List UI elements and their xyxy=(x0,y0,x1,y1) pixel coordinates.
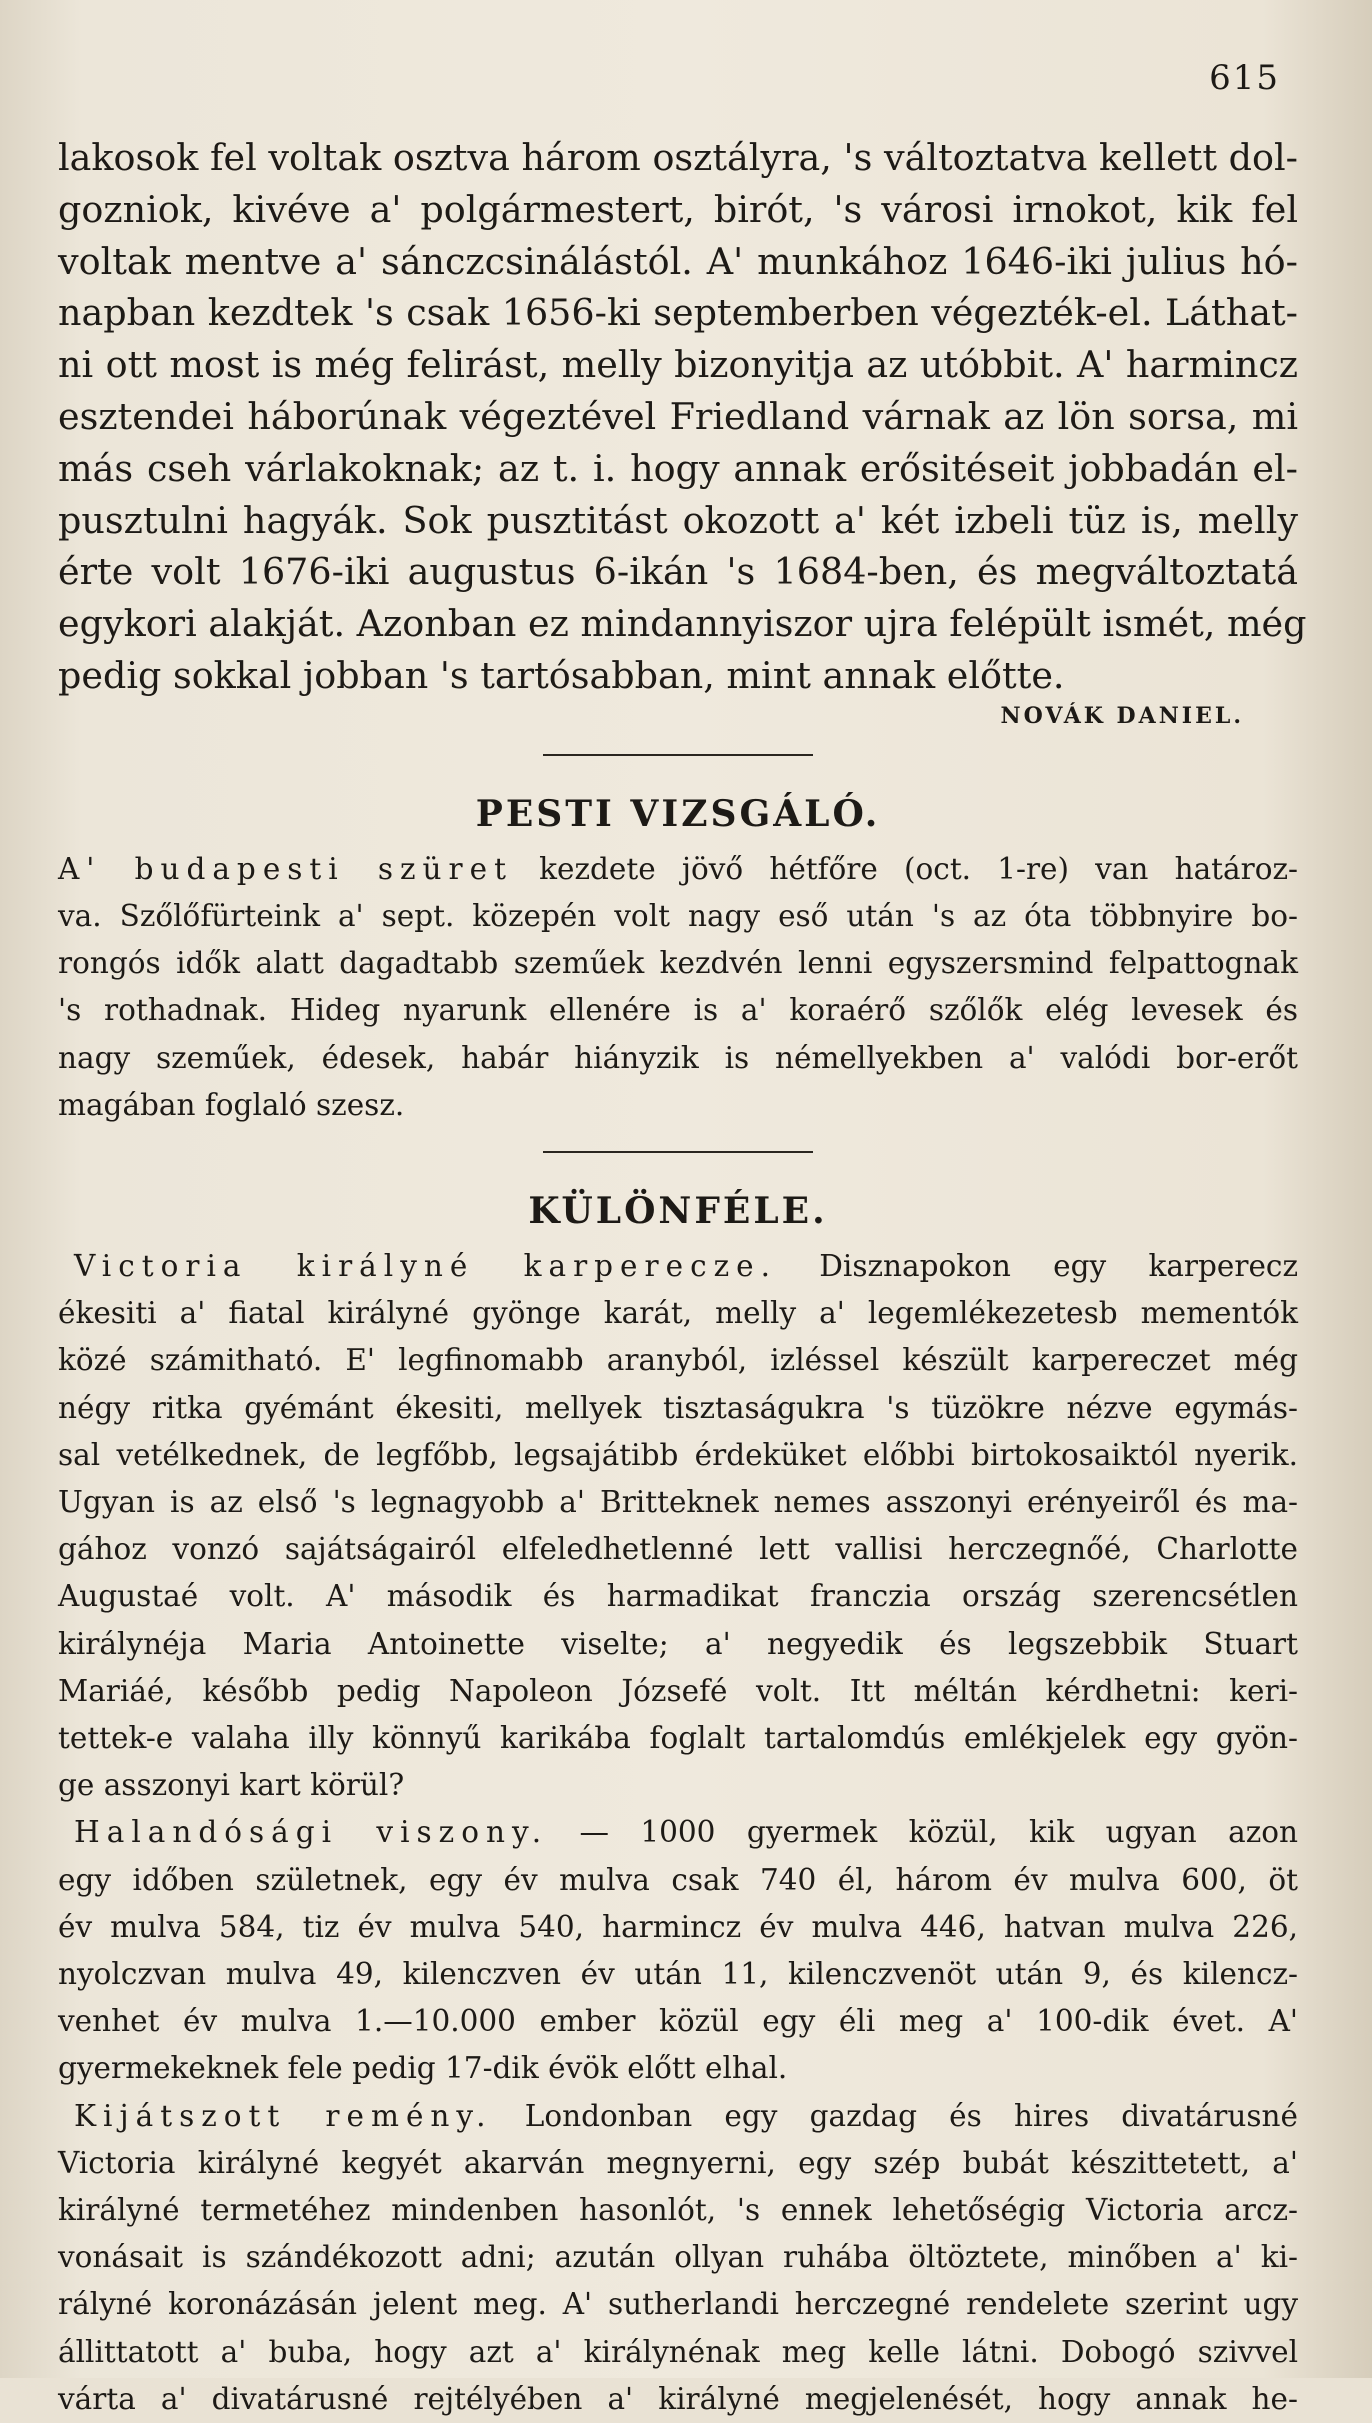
spaced-heading: Kijátszott remény. xyxy=(74,2098,493,2133)
line-text: Mariáé, később pedig Napoleon Józsefé volt. Itt méltán kérdhetni: keri- xyxy=(58,1673,1298,1708)
text-line xyxy=(58,1951,1298,1998)
text-line xyxy=(58,2093,1298,2140)
text-line xyxy=(58,1243,1298,1290)
text-line xyxy=(58,1337,1298,1384)
line-text: venhet év mulva 1.—10.000 ember közül egy éli meg a' 100-dik évet. A' xyxy=(58,2004,1298,2039)
line-text: ge asszonyi kart körül? xyxy=(58,1768,405,1803)
pesti-vizsgalo-body xyxy=(58,846,1298,1129)
text-line xyxy=(58,1573,1298,1620)
line-text: királyné termetéhez mindenben hasonlót, 's ennek lehetőségig Victoria arcz- xyxy=(58,2193,1298,2228)
text-line xyxy=(58,1904,1298,1951)
line-text: magában foglaló szesz. xyxy=(58,1087,405,1122)
line-text: közé számitható. E' legfinomabb aranyból, izléssel készült karpereczet még xyxy=(58,1343,1298,1378)
line-text: rályné koronázásán jelent meg. A' sutherlandi herczegné rendelete szerint ugy xyxy=(58,2287,1298,2322)
text-line xyxy=(58,2376,1298,2423)
text-line: ni ott most is még felirást, melly bizonyitja az utóbbit. A' harmincz xyxy=(58,343,1298,387)
author-signature: NOVÁK DANIEL. xyxy=(1000,702,1244,729)
line-text: gához vonzó sajátságairól elfeledhetlenné lett vallisi herczegnőé, Charlotte xyxy=(58,1532,1298,1567)
line-text: egy időben születnek, egy év mulva csak 740 él, három év mulva 600, öt xyxy=(58,1862,1298,1897)
line-text: királynéja Maria Antoinette viselte; a' negyedik és legszebbik Stuart xyxy=(58,1626,1298,1661)
text-line xyxy=(58,1290,1298,1337)
line-text: Augustaé volt. A' második és harmadikat franczia ország szerencsétlen xyxy=(58,1579,1298,1614)
line-text: tettek-e valaha illy könnyű karikába foglalt tartalomdús emlékjelek egy gyön- xyxy=(58,1721,1298,1756)
section-title-kulonfele: KÜLÖNFÉLE. xyxy=(528,1189,828,1232)
text-line xyxy=(58,1082,1298,1129)
text-line xyxy=(58,1526,1298,1573)
text-line xyxy=(58,2281,1298,2328)
spaced-heading: Victoria királyné karperecze. xyxy=(74,1248,777,1283)
text-column xyxy=(58,132,1307,2423)
text-line xyxy=(58,987,1298,1034)
line-text: ékesiti a' fiatal királyné gyönge karát, melly a' legemlékezetesb mementók xyxy=(58,1296,1298,1331)
text-line: voltak mentve a' sánczcsinálástól. A' munkához 1646-iki julius hó- xyxy=(58,239,1298,283)
text-line xyxy=(58,1621,1298,1668)
line-text: — 1000 gyermek közül, kik ugyan azon xyxy=(548,1815,1298,1850)
text-line xyxy=(58,893,1298,940)
section-divider xyxy=(543,754,813,756)
text-line xyxy=(58,1432,1298,1479)
text-line: esztendei háborúnak végeztével Friedland várnak az lön sorsa, mi xyxy=(58,394,1298,438)
spaced-heading: Halandósági viszony. xyxy=(74,1815,549,1850)
page-number: 615 xyxy=(1209,58,1280,98)
line-text: négy ritka gyémánt ékesiti, mellyek tisztaságukra 's tüzökre nézve egymás- xyxy=(58,1390,1298,1425)
text-line xyxy=(58,2045,1298,2092)
line-text: Londonban egy gazdag és hires divatárusné xyxy=(492,2098,1298,2133)
line-text: Disznapokon egy karperecz xyxy=(776,1248,1298,1283)
line-text: rongós idők alatt dagadtabb szeműek kezdvén lenni egyszersmind felpattognak xyxy=(58,946,1298,981)
line-text: va. Szőlőfürteink a' sept. közepén volt nagy eső után 's az óta többnyire bo- xyxy=(58,898,1298,933)
text-line: napban kezdtek 's csak 1656-ki septemberben végezték-el. Láthat- xyxy=(58,291,1298,335)
text-line: lakosok fel voltak osztva három osztályra, 's változtatva kellett dol- xyxy=(58,136,1298,179)
spaced-heading: A' budapesti szüret xyxy=(58,851,513,886)
lead-article xyxy=(58,132,1307,732)
text-line: pedig sokkal jobban 's tartósabban, mint annak előtte. xyxy=(58,653,1065,697)
line-text: vonásait is szándékozott adni; azután ollyan ruhába öltöztete, minőben a' ki- xyxy=(58,2240,1298,2275)
kulonfele-body xyxy=(58,1243,1298,2423)
line-text: Victoria királyné kegyét akarván megnyerni, egy szép bubát készittetett, a' xyxy=(58,2145,1298,2180)
line-text: Ugyan is az első 's legnagyobb a' Britteknek nemes asszonyi erényeiről és ma- xyxy=(58,1485,1298,1519)
text-line: pusztulni hagyák. Sok pusztitást okozott a' két izbeli tüz is, melly xyxy=(58,498,1298,542)
line-text: nyolczvan mulva 49, kilenczven év után 11, kilenczvenöt után 9, és kilencz- xyxy=(58,1957,1298,1992)
line-text: sal vetélkednek, de legfőbb, legsajátibb érdeküket előbbi birtokosaiktól nyerik. xyxy=(58,1437,1298,1472)
text-line xyxy=(58,2187,1298,2234)
line-text: kezdete jövő hétfőre (oct. 1-re) van határoz- xyxy=(512,851,1299,886)
line-text: nagy szeműek, édesek, habár hiányzik is némellyekben a' valódi bor-erőt xyxy=(58,1040,1298,1075)
text-line: érte volt 1676-iki augustus 6-ikán 's 1684-ben, és megváltoztatá xyxy=(58,550,1298,594)
text-line xyxy=(58,1998,1298,2045)
text-line: egykori alakját. Azonban ez mindannyiszor ujra felépült ismét, még xyxy=(58,602,1307,646)
text-line xyxy=(58,1385,1298,1432)
text-line xyxy=(58,1668,1298,1715)
text-line xyxy=(58,1479,1298,1526)
line-text: 's rothadnak. Hideg nyarunk ellenére is a' koraérő szőlők elég levesek és xyxy=(58,993,1298,1028)
text-line xyxy=(58,2329,1298,2376)
text-line xyxy=(58,846,1298,893)
line-text: gyermekeknek fele pedig 17-dik évök előtt elhal. xyxy=(58,2051,788,2086)
line-text: állittatott a' buba, hogy azt a' királynénak meg kelle látni. Dobogó szivvel xyxy=(58,2334,1298,2369)
text-line xyxy=(58,1715,1298,1762)
text-line: más cseh várlakoknak; az t. i. hogy annak erősitéseit jobbadán el- xyxy=(58,446,1298,490)
text-line: gozniok, kivéve a' polgármestert, birót, 's városi irnokot, kik fel xyxy=(58,187,1298,231)
text-line xyxy=(58,2234,1298,2281)
text-line xyxy=(58,940,1298,987)
text-line xyxy=(58,1035,1298,1082)
text-line xyxy=(58,1809,1298,1856)
text-line xyxy=(58,1857,1298,1904)
line-text: várta a' divatárusné rejtélyében a' királyné megjelenését, hogy annak he- xyxy=(58,2381,1298,2416)
line-text: év mulva 584, tiz év mulva 540, harmincz év mulva 446, hatvan mulva 226, xyxy=(58,1909,1298,1944)
text-line xyxy=(58,1762,1298,1809)
text-line xyxy=(58,2140,1298,2187)
section-title-pesti: PESTI VIZSGÁLÓ. xyxy=(475,792,881,835)
section-divider xyxy=(543,1151,813,1153)
